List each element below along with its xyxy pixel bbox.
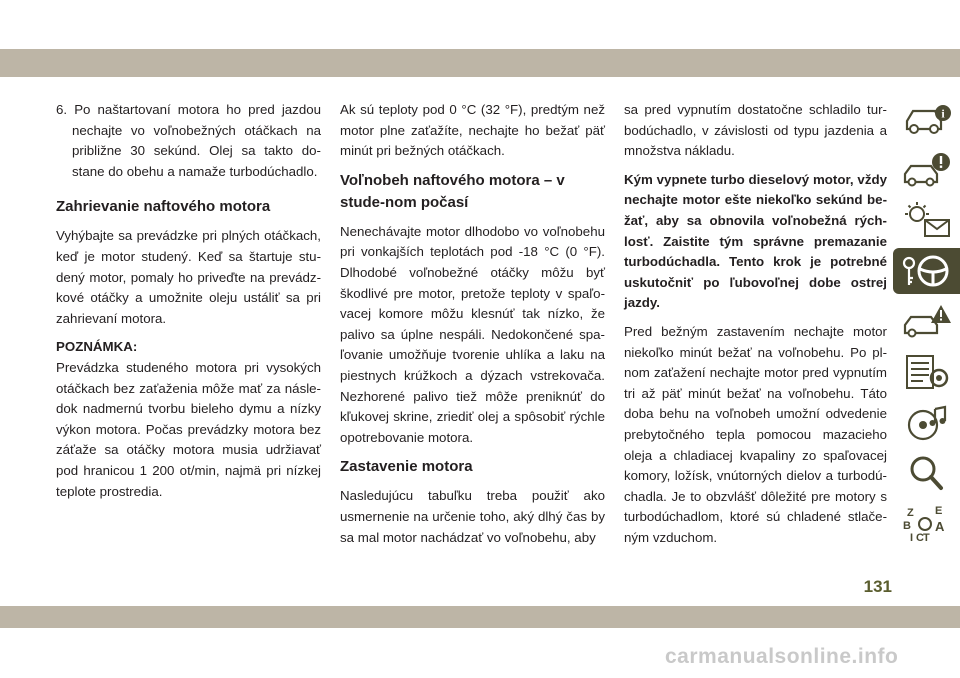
step-6 <box>56 100 321 182</box>
tab-roadside[interactable] <box>893 298 960 344</box>
tab-multimedia[interactable] <box>893 400 960 446</box>
bold-warning-paragraph: Kým vypnete turbo dieselový motor, vždy nechajte motor ešte niekoľko sekúnd be-žať, aby sa obnovila voľnobežná rých-losť. Zaistite tým správne premazanie turbodúchadla. Tento krok je potrebné uskutočniť po ľubovoľnej dobe ostrej jazdy. <box>624 171 887 311</box>
tab-dashboard[interactable] <box>893 197 960 243</box>
page-number: 131 <box>863 577 892 596</box>
tab-car-info[interactable] <box>893 96 960 142</box>
alphabet-index-icon <box>901 504 953 544</box>
chapter-tabs-sidebar <box>893 96 960 551</box>
step-6-number: 6. <box>56 102 68 117</box>
stop-paragraph: Nasledujúcu tabuľku treba použiť ako usmernenie na určenie toho, aký dlhý čas by sa mal motor nachádzať vo voľnobehu, aby <box>340 488 605 545</box>
heading-warmup: Zahrievanie naftového motora <box>56 198 271 216</box>
heading-idle-cold: Voľnobeh naftového motora – v stude-nom počasí <box>340 171 565 211</box>
tab-car-warning[interactable] <box>893 147 960 193</box>
intro-paragraph: Ak sú teploty pod 0 °C (32 °F), predtým než motor plne zaťažíte, nechajte ho bežať päť minút pri bežných otáčkach. <box>340 102 605 159</box>
continued-paragraph: sa pred vypnutím dostatočne schladilo tur-bodúchadlo, v závislosti od typu jazdenia a množstva nákladu. <box>624 102 887 159</box>
warmup-paragraph: Vyhýbajte sa prevádzke pri plných otáčkach, keď je motor studený. Keď sa štartuje stu-dený motor, pomaly ho priveďte na prevádz-kové otáčky a umožnite oleju ustáliť sa pri zahrievaní motora. <box>56 228 321 326</box>
index-letter-b: B <box>902 519 911 532</box>
tab-starting-driving[interactable] <box>893 248 960 294</box>
final-paragraph: Pred bežným zastavením nechajte motor niekoľko minút bežať na voľnobehu. Po pl-nom zaťažení nechajte motor pred vypnutím tri až päť minút bežať na voľnobehu. Táto doba behu na voľnobeh umožní odvedenie prebytočného tepla pomocou mazacieho oleja a chladiacej kvapaliny zo spaľovacej komory, ložísk, vnútorných dielov a turbodú-chadla. Je to obzvlášť dôležité pre motory s turbodúchadlom, ktoré sú chladené stlače-ným vzduchom. <box>624 323 887 545</box>
index-letter-t: T <box>922 531 930 544</box>
top-header-band <box>0 49 960 77</box>
text-column-1 <box>56 100 321 510</box>
steering-wheel-key-icon <box>901 251 953 291</box>
tab-maintenance[interactable] <box>893 349 960 395</box>
bottom-footer-band <box>0 606 960 628</box>
idle-cold-paragraph: Nenechávajte motor dlhodobo vo voľnobehu pri vonkajších teplotách pod -18 °C (0 °F). Dlhodobé voľnobežné otáčky môžu byť škodlivé pre motor, pretože teploty v spaľo-vacej komore môžu klesnúť tak nízko, že palivo sa úplne nespáli. Nedokončené spa-ľovanie umožňuje tvorenie uhlíka a laku na piestnych krúžkoch a dýzach vstrekovača. Nezhorené palivo tiež môže preniknúť do kľukovej skrine, zriediť olej a spôsobiť rýchle opotrebovanie motora. <box>340 223 605 445</box>
index-letter-c: C <box>915 531 924 544</box>
note-label: POZNÁMKA: <box>56 339 138 355</box>
index-letter-z: Z <box>906 506 914 519</box>
multimedia-icon <box>901 403 953 443</box>
index-letter-a: A <box>934 518 944 534</box>
tab-index[interactable] <box>893 501 960 547</box>
dashboard-lights-icon <box>901 200 953 240</box>
index-letter-i: I <box>909 531 913 544</box>
note-paragraph: Prevádzka studeného motora pri vysokých otáčkach bez zaťaženia môže mať za násle-dok nadmernú tvorbu bieleho dymu a nízky výkon motora. Počas prevádzky motora bez záťaže sa otáčky motora musia udržiavať pod hranicou 1 200 ot/min, najmä pri nízkej teplote prostredia. <box>56 359 321 499</box>
text-column-2 <box>340 100 605 556</box>
car-warning-info-icon <box>901 150 953 190</box>
index-letter-e: E <box>934 504 942 517</box>
tab-search[interactable] <box>893 450 960 496</box>
text-column-3 <box>624 100 887 556</box>
search-magnifier-icon <box>901 453 953 493</box>
heading-stop-engine: Zastavenie motora <box>340 458 473 476</box>
step-6-text: Po naštartovaní motora ho pred jazdou nechajte vo voľnobežných otáčkach na približne 30 sekúnd. Olej sa takto do-stane do obehu a namaže turbodúchadlo. <box>72 102 321 179</box>
roadside-warning-icon <box>901 301 953 341</box>
maintenance-checklist-icon <box>901 352 953 392</box>
svg-text:i: i <box>940 106 945 121</box>
watermark-text: carmanualsonline.info <box>665 645 899 668</box>
car-info-icon <box>901 99 953 139</box>
